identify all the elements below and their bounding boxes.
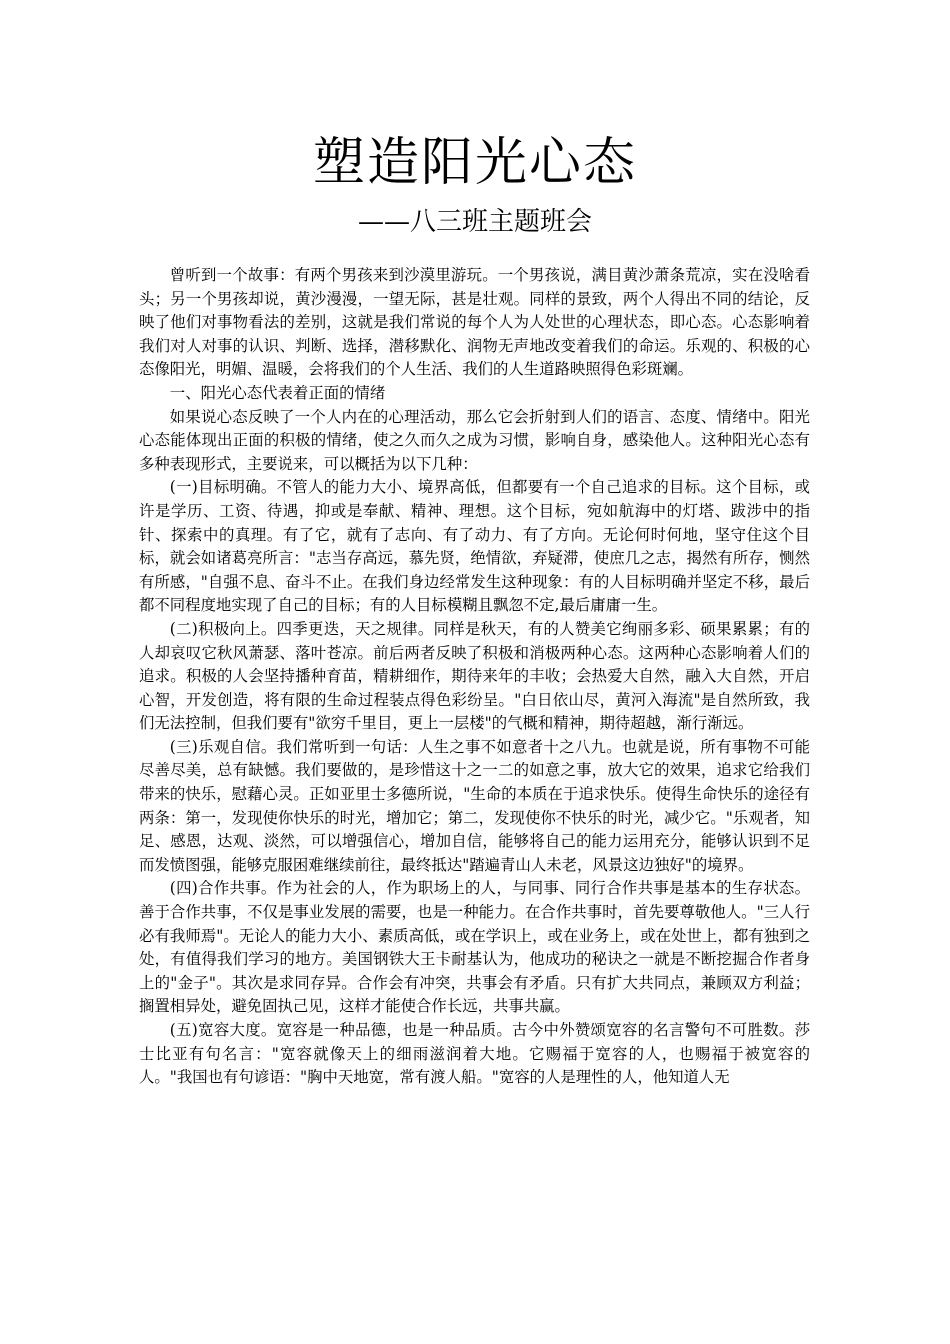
- document-body: [139, 264, 810, 1090]
- paragraph-point-1: (一)目标明确。不管人的能力大小、境界高低，但都要有一个自己追求的目标。这个目标，或许是学历、工资、待遇，抑或是奉献、精神、理想。这个目标，宛如航海中的灯塔、跋涉中的指针、探索中的真理。有了它，就有了志向、有了动力、有了方向。无论何时何地，坚守住这个目标，就会如诸葛亮所言："志当存高远，慕先贤，绝情欲，弃疑滞，使庶几之志，揭然有所存，恻然有所感，"自强不息、奋斗不止。在我们身边经常发生这种现象：有的人目标明确并坚定不移，最后都不同程度地实现了自己的目标；有的人目标模糊且飘忽不定,最后庸庸一生。: [139, 478, 810, 615]
- paragraph-point-4: (四)合作共事。作为社会的人，作为职场上的人，与同事、同行合作共事是基本的生存状态。善于合作共事，不仅是事业发展的需要，也是一种能力。在合作共事时，首先要尊敬他人。"三人行必有我师焉"。无论人的能力大小、素质高低，或在学识上，或在业务上，或在处世上，都有独到之处，有值得我们学习的地方。美国钢铁大王卡耐基认为，他成功的秘诀之一就是不断挖掘合作者身上的"金子"。其次是求同存异。合作会有冲突，共事会有矛盾。只有扩大共同点，兼顾双方利益；搁置相异处，避免固执己见，这样才能使合作长远，共事共赢。: [139, 879, 810, 1016]
- paragraph-intro: 曾听到一个故事：有两个男孩来到沙漠里游玩。一个男孩说，满目黄沙萧条荒凉，实在没啥看头；另一个男孩却说，黄沙漫漫，一望无际，甚是壮观。同样的景致，两个人得出不同的结论，反映了他们对事物看法的差别，这就是我们常说的每个人为人处世的心理状态，即心态。心态影响着我们对人对事的认识、判断、选择，潜移默化、润物无声地改变着我们的命运。乐观的、积极的心态像阳光，明媚、温暖，会将我们的个人生活、我们的人生道路映照得色彩斑斓。: [139, 266, 810, 379]
- paragraph-point-2: (二)积极向上。四季更迭，天之规律。同样是秋天，有的人赞美它绚丽多彩、硕果累累；有的人却哀叹它秋风萧瑟、落叶苍凉。前后两者反映了积极和消极两种心态。这两种心态影响着人们的追求。积极的人会坚持播种育苗，精耕细作，期待来年的丰收；会热爱大自然，融入大自然，开启心智，开发创造，将有限的生命过程装点得色彩纷呈。"白日依山尽，黄河入海流"是自然所致，我们无法控制，但我们要有"欲穷千里目，更上一层楼"的气概和精神，期待超越，渐行渐远。: [139, 619, 810, 733]
- paragraph-point-5: (五)宽容大度。宽容是一种品德，也是一种品质。古今中外赞颂宽容的名言警句不可胜数。莎士比亚有句名言："宽容就像天上的细雨滋润着大地。它赐福于宽容的人，也赐福于被宽容的人。"我国也有句谚语："胸中天地宽，常有渡人船。"宽容的人是理性的人，他知道人无: [139, 1021, 810, 1087]
- section-heading-1: 一、阳光心态代表着正面的情绪: [169, 383, 386, 402]
- paragraph-point-3: (三)乐观自信。我们常听到一句话：人生之事不如意者十之八九。也就是说，所有事物不可能尽善尽美，总有缺憾。我们要做的，是珍惜这十之一二的如意之事，放大它的效果，追求它给我们带来的快乐，慰藉心灵。正如亚里士多德所说，"生命的本质在于追求快乐。使得生命快乐的途径有两条：第一，发现使你快乐的时光，增加它；第二，发现使你不快乐的时光，减少它。"乐观者，知足、感恩，达观、淡然，可以增强信心，增加自信，能够将自己的能力运用充分，能够认识到不足而发愤图强，能够克服困难继续前往，最终抵达"踏遍青山人未老，风景这边独好"的境界。: [139, 737, 810, 874]
- paragraph-overview: 如果说心态反映了一个人内在的心理活动，那么它会折射到人们的语言、态度、情绪中。阳光心态能体现出正面的积极的情绪，使之久而久之成为习惯，影响自身，感染他人。这种阳光心态有多种表现形式，主要说来，可以概括为以下几种：: [139, 407, 810, 473]
- page-title: 塑造阳光心态: [312, 133, 637, 193]
- page-subtitle: ——八三班主题班会: [357, 207, 592, 237]
